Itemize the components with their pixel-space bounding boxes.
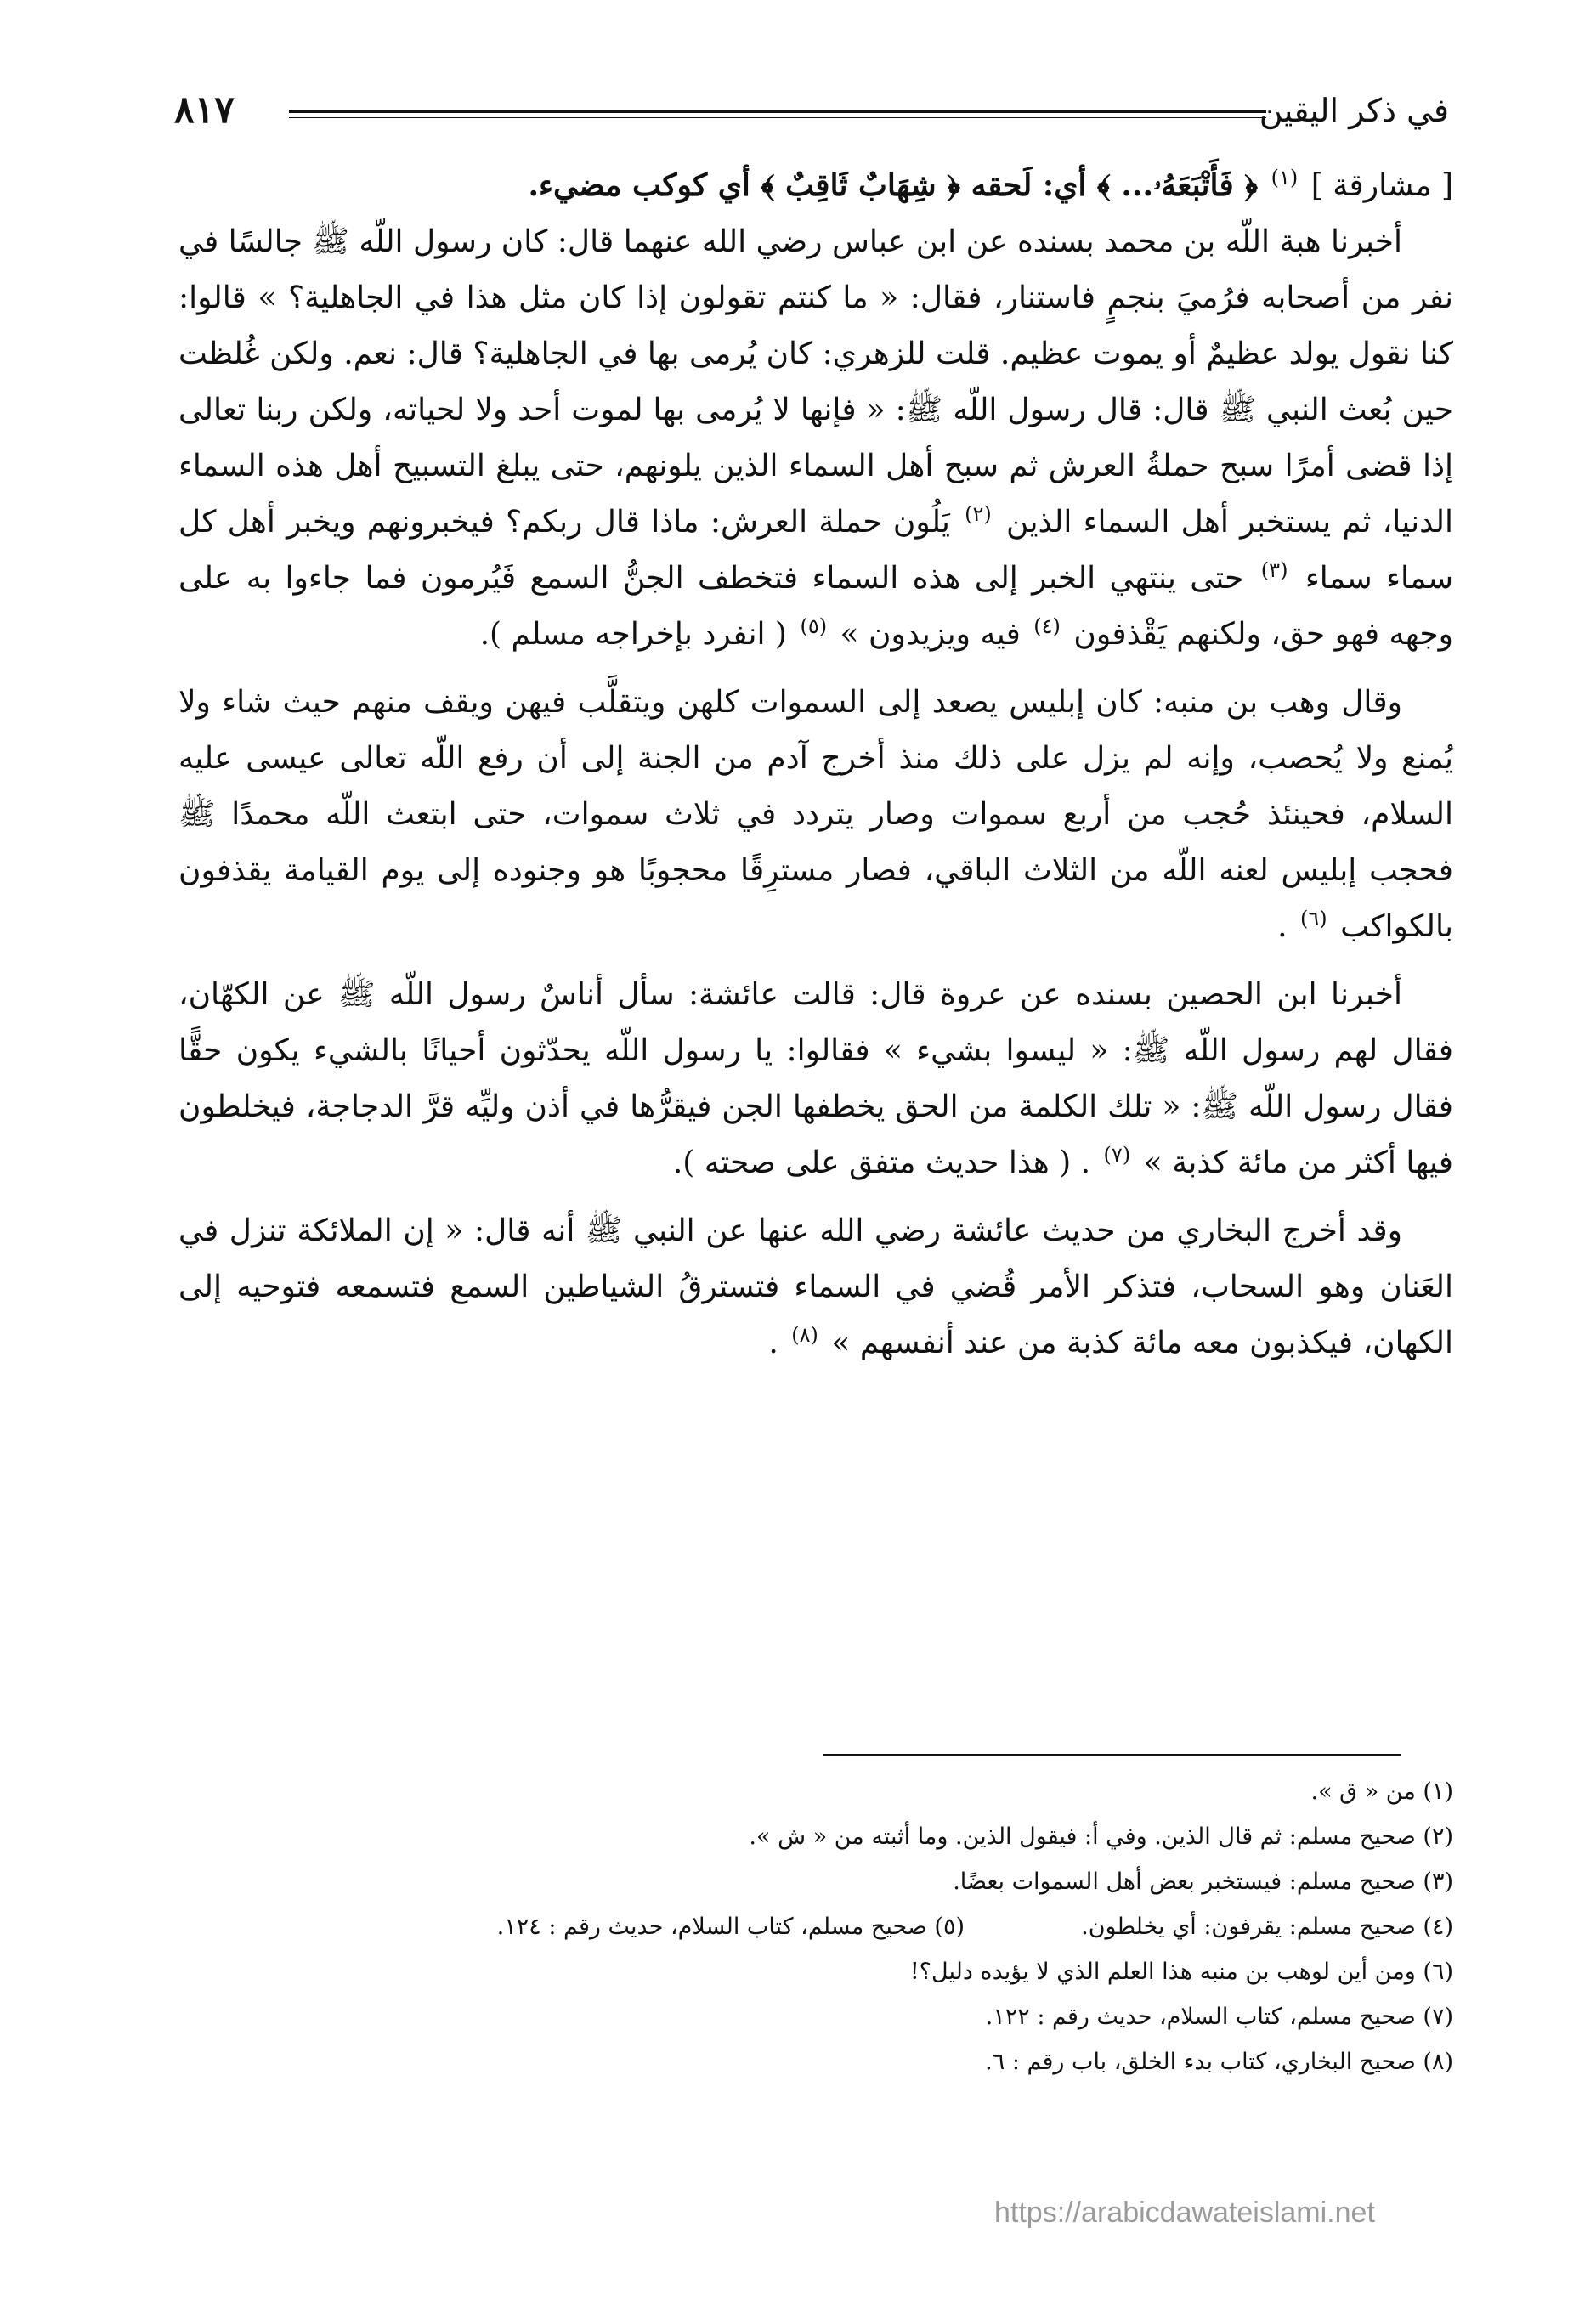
paragraph-text: .: [1277, 909, 1288, 944]
footnotes: [178, 1769, 1453, 2084]
paragraph-text: أخبرنا هبة اللّه بن محمد بسنده عن ابن عباس رضي الله عنهما قال: كان رسول اللّه ﷺ جالسًا في نفر من أصحابه فرُميَ بنجمٍ فاستنار، فقال: « ما كنتم تقولون إذا كان مثل هذا في الجاهلية؟ » قالوا: كنا نقول يولد عظيمٌ أو يموت عظيم. قلت للزهري: كان يُرمى بها في الجاهلية؟ قال: نعم. ولكن غُلظت حين بُعث النبي ﷺ قال: قال رسول اللّه ﷺ: « فإنها لا يُرمى بها لموت أحد ولا لحياته، ولكن ربنا تعالى إذا قضى أمرًا سبح حملةُ العرش ثم سبح أهل السماء الذين يلونهم، حتى يبلغ التسبيح أهل هذه السماء الدنيا، ثم يستخبر أهل السماء الذين: [178, 224, 1453, 540]
footnote-6: (٦) ومن أين لوهب بن منبه هذا العلم الذي لا يؤيده دليل؟!: [909, 1959, 1453, 1985]
paragraph-1: [178, 157, 1453, 214]
footnote-ref-6: (٦): [1299, 907, 1327, 930]
page-number: ٨١٧: [174, 88, 235, 132]
paragraph-text: وقد أخرج البخاري من حديث عائشة رضي الله عنها عن النبي ﷺ أنه قال: « إن الملائكة تنزل في العَنان وهو السحاب، فتذكر الأمر قُضي في السماء فتسترقُ الشياطين السمع فتسمعه فتوحيه إلى الكهان، فيكذبون معه مائة كذبة من عند أنفسهم »: [178, 1213, 1453, 1360]
paragraph-text: حتى ينتهي الخبر إلى هذه السماء فتخطف الجنُّ السمع فَيُرمون فما جاءوا به على وجهه فهو حق، ولكنهم يَقْذفون: [178, 561, 1453, 652]
paragraph-2: [178, 214, 1453, 663]
footnote-7: (٧) صحيح مسلم، كتاب السلام، حديث رقم : ١٢٢.: [985, 2004, 1453, 2030]
paragraph-text: . ( هذا حديث متفق على صحته ).: [672, 1145, 1091, 1180]
footnote-3: (٣) صحيح مسلم: فيستخبر بعض أهل السموات بعضًا.: [953, 1869, 1453, 1895]
header-rule: [289, 110, 1266, 113]
footnote-ref-8: (٨): [791, 1323, 818, 1347]
paragraph-text: فيه ويزيدون »: [840, 617, 1021, 652]
footnote-ref-3: (٣): [1260, 558, 1288, 582]
source-watermark: https://arabicdawateislami.net: [994, 2197, 1375, 2229]
footnote-ref-1: (١): [1271, 166, 1299, 189]
paragraph-text: وقال وهب بن منبه: كان إبليس يصعد إلى السموات كلهن ويتقلَّب فيهن ويقف منهم حيث شاء ولا يُمنع ولا يُحصب، وإنه لم يزل على ذلك منذ أخرج آدم من الجنة إلى أن رفع اللّه تعالى عيسى عليه السلام، فحينئذ حُجب من أربع سموات وصار يتردد في ثلاث سموات، حتى ابتعث اللّه محمدًا ﷺ فحجب إبليس لعنه اللّه من الثلاث الباقي، فصار مسترِقًا محجوبًا هو وجنوده إلى يوم القيامة يقذفون بالكواكب: [178, 685, 1453, 944]
paragraph-text: ﴿ فَأَتْبَعَهُۥ... ﴾ أي: لَحقه ﴿ شِهَابٌ ثَاقِبٌ ﴾ أي كوكب مضيء.: [528, 167, 1259, 203]
footnote-ref-7: (٧): [1103, 1143, 1131, 1167]
paragraph-4: [178, 967, 1453, 1191]
running-title: في ذكر اليقين: [1259, 92, 1449, 129]
footnote-ref-2: (٢): [965, 502, 992, 526]
page-header: [174, 85, 1449, 136]
footnote-pair: [178, 1904, 1453, 1949]
paragraph-5: [178, 1203, 1453, 1371]
footnote-5: (٥) صحيح مسلم، كتاب السلام، حديث رقم : ١٢٤.: [496, 1914, 965, 1940]
paragraph-text: يَلُون حملة العرش: ماذا قال ربكم؟ فيخبرونهم ويخبر أهل كل سماء سماء: [178, 505, 1453, 596]
paragraph-text: [ مشارقة ]: [1310, 168, 1453, 203]
footnote-rule: [823, 1754, 1401, 1756]
paragraph-text: .: [768, 1326, 778, 1360]
paragraph-text: أخبرنا ابن الحصين بسنده عن عروة قال: قالت عائشة: سأل أناسٌ رسول اللّه ﷺ عن الكهّان، فقال لهم رسول اللّه ﷺ: « ليسوا بشيء » فقالوا: يا رسول اللّه يحدّثون أحيانًا بالشيء يكون حقًّا فقال رسول اللّه ﷺ: « تلك الكلمة من الحق يخطفها الجن فيقرُّها في أذن وليِّه قرَّ الدجاجة، فيخلطون فيها أكثر من مائة كذبة »: [178, 977, 1453, 1180]
footnote-1: (١) من « ق ».: [1310, 1778, 1453, 1805]
main-text: [178, 157, 1453, 1371]
footnote-8: (٨) صحيح البخاري، كتاب بدء الخلق، باب رقم : ٦.: [985, 2049, 1453, 2075]
paragraph-text: ( انفرد بإخراجه مسلم ).: [479, 617, 787, 652]
footnote-4: (٤) صحيح مسلم: يقرفون: أي يخلطون.: [1081, 1914, 1453, 1940]
footnote-2: (٢) صحيح مسلم: ثم قال الذين. وفي أ: فيقول الذين. وما أثبته من « ش ».: [749, 1824, 1453, 1850]
paragraph-3: [178, 675, 1453, 955]
footnote-ref-5: (٥): [800, 614, 828, 638]
footnote-ref-4: (٤): [1033, 614, 1061, 638]
